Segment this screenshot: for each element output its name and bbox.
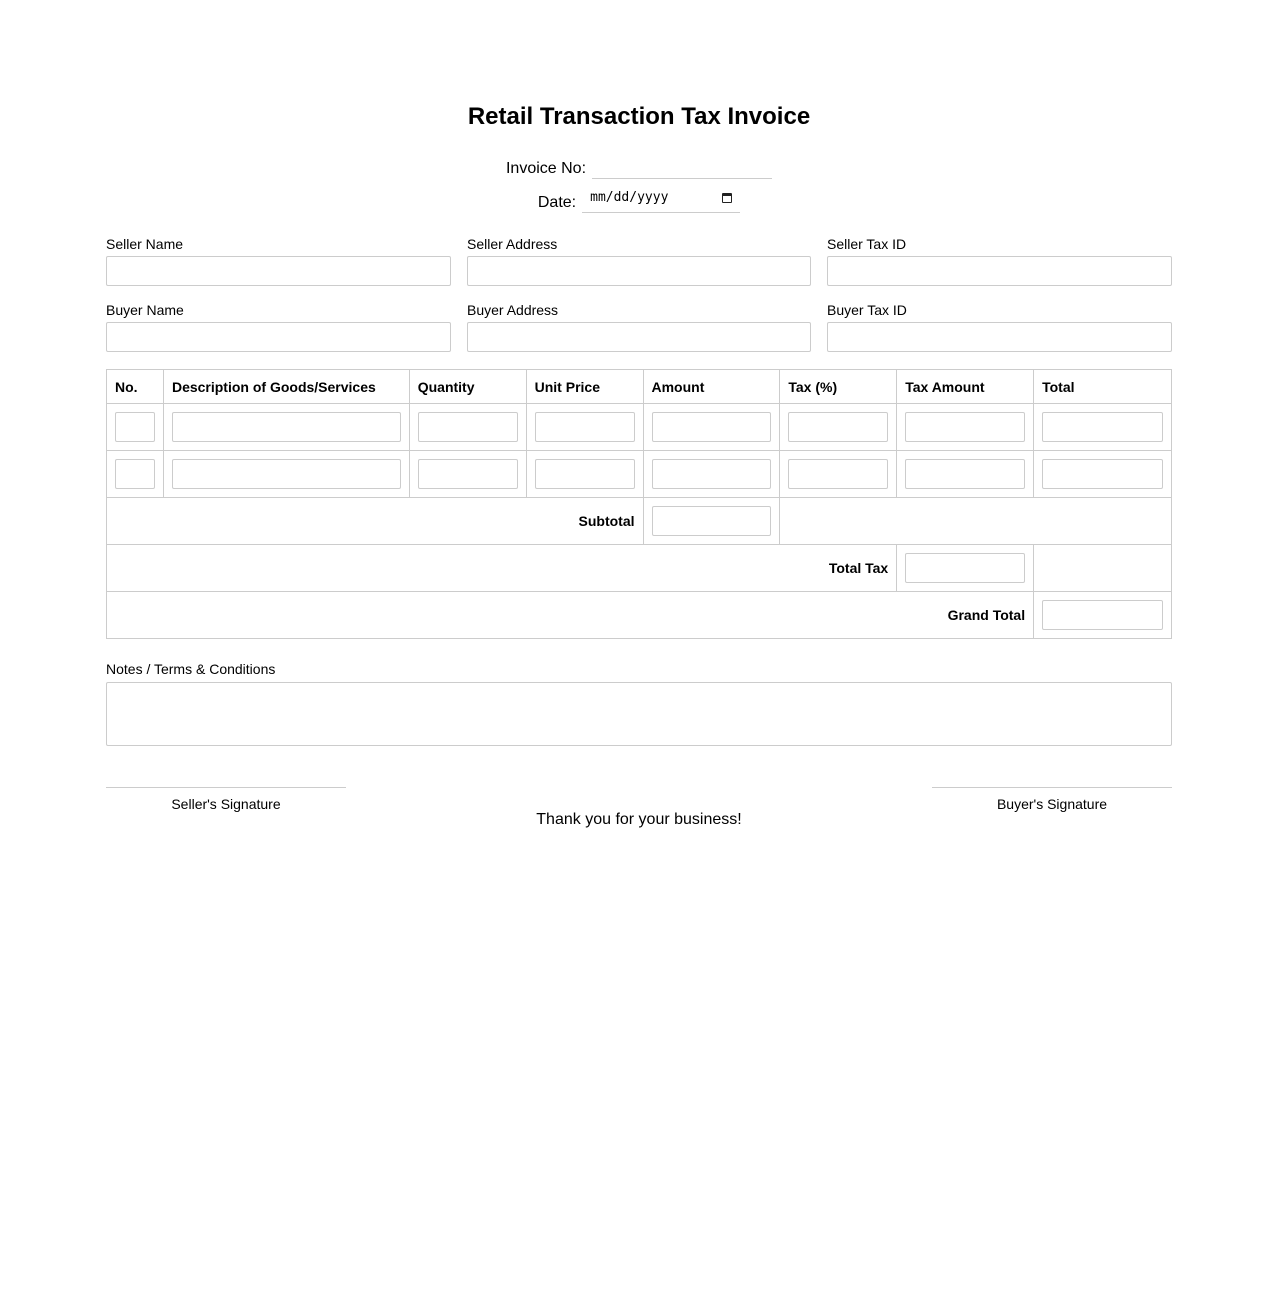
buyer-signature-label: Buyer's Signature	[996, 796, 1108, 812]
item-quantity-input[interactable]	[418, 459, 518, 489]
buyer-address-label: Buyer Address	[467, 302, 559, 318]
seller-signature-line	[106, 787, 346, 812]
seller-name-input[interactable]	[106, 256, 451, 286]
date-input[interactable]	[582, 183, 740, 213]
col-header-total: Total	[1034, 370, 1172, 404]
col-header-amount: Amount	[643, 370, 780, 404]
invoice-number-row	[106, 155, 1172, 179]
seller-address-label: Seller Address	[467, 236, 558, 252]
invoice-number-label: Invoice No:	[505, 160, 587, 177]
table-row	[107, 451, 1172, 498]
buyer-name-input[interactable]	[106, 322, 451, 352]
item-tax-amount-input[interactable]	[905, 459, 1025, 489]
seller-fields	[106, 236, 1172, 286]
item-no-input[interactable]	[115, 412, 155, 442]
buyer-address-field	[467, 302, 811, 352]
invoice-number-input[interactable]	[592, 155, 772, 179]
col-header-quantity: Quantity	[409, 370, 526, 404]
item-tax-pct-input[interactable]	[788, 412, 888, 442]
grand-total-row	[107, 592, 1172, 639]
total-tax-label: Total Tax	[107, 545, 897, 592]
seller-address-input[interactable]	[467, 256, 811, 286]
col-header-tax-amount: Tax Amount	[897, 370, 1034, 404]
item-amount-input[interactable]	[652, 459, 772, 489]
col-header-no: No.	[107, 370, 164, 404]
notes-textarea[interactable]	[106, 682, 1172, 746]
seller-tax-id-field	[827, 236, 1172, 286]
buyer-tax-id-input[interactable]	[827, 322, 1172, 352]
item-description-input[interactable]	[172, 459, 401, 489]
date-placeholder: mm/dd/yyyy	[590, 190, 669, 205]
calendar-icon[interactable]	[722, 193, 732, 203]
col-header-description: Description of Goods/Services	[163, 370, 409, 404]
total-tax-row	[107, 545, 1172, 592]
buyer-tax-id-label: Buyer Tax ID	[827, 302, 907, 318]
grand-total-label: Grand Total	[107, 592, 1034, 639]
subtotal-row	[107, 498, 1172, 545]
thank-you-message: Thank you for your business!	[536, 811, 742, 828]
item-description-input[interactable]	[172, 412, 401, 442]
buyer-address-input[interactable]	[467, 322, 811, 352]
grand-total-input[interactable]	[1042, 600, 1163, 630]
item-tax-amount-input[interactable]	[905, 412, 1025, 442]
buyer-tax-id-field	[827, 302, 1172, 352]
item-total-input[interactable]	[1042, 459, 1163, 489]
seller-signature-label: Seller's Signature	[171, 796, 281, 812]
seller-name-label: Seller Name	[106, 236, 184, 252]
seller-address-field	[467, 236, 811, 286]
seller-name-field	[106, 236, 451, 286]
notes-label: Notes / Terms & Conditions	[106, 661, 276, 677]
item-unit-price-input[interactable]	[535, 459, 635, 489]
col-header-tax-pct: Tax (%)	[780, 370, 897, 404]
seller-tax-id-input[interactable]	[827, 256, 1172, 286]
item-tax-pct-input[interactable]	[788, 459, 888, 489]
subtotal-input[interactable]	[652, 506, 772, 536]
item-amount-input[interactable]	[652, 412, 772, 442]
item-total-input[interactable]	[1042, 412, 1163, 442]
notes-section	[106, 661, 1172, 746]
buyer-name-label: Buyer Name	[106, 302, 184, 318]
total-tax-input[interactable]	[905, 553, 1025, 583]
date-label: Date:	[537, 194, 577, 211]
table-header-row	[107, 370, 1172, 404]
col-header-unit-price: Unit Price	[526, 370, 643, 404]
page-title: Retail Transaction Tax Invoice	[467, 103, 811, 130]
buyer-name-field	[106, 302, 451, 352]
item-quantity-input[interactable]	[418, 412, 518, 442]
items-table	[106, 369, 1172, 639]
item-no-input[interactable]	[115, 459, 155, 489]
seller-tax-id-label: Seller Tax ID	[827, 236, 907, 252]
subtotal-label: Subtotal	[107, 498, 644, 545]
item-unit-price-input[interactable]	[535, 412, 635, 442]
date-row	[106, 183, 1172, 213]
buyer-fields	[106, 302, 1172, 352]
table-row	[107, 404, 1172, 451]
buyer-signature-line	[932, 787, 1172, 812]
